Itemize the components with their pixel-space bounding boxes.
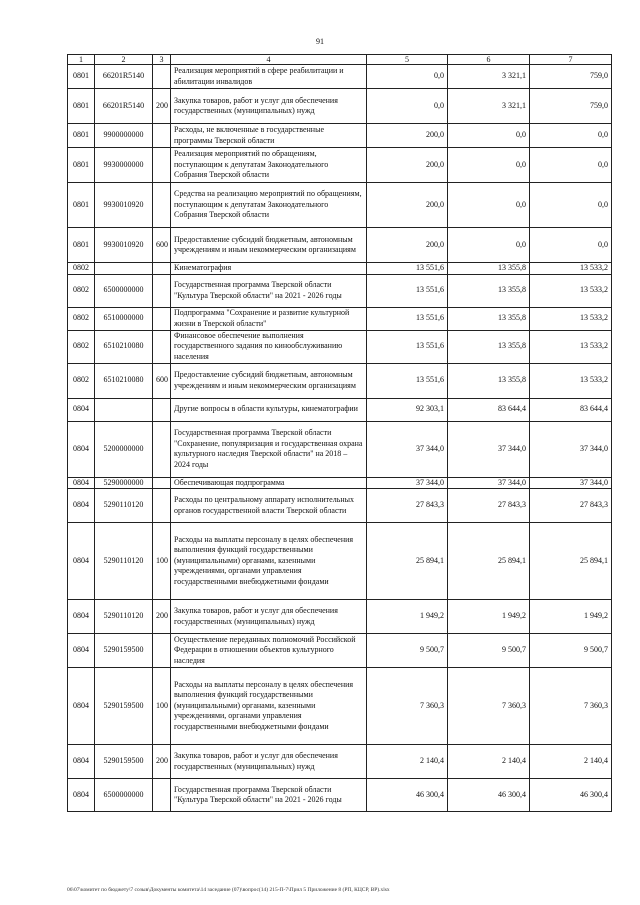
expense-type-code xyxy=(153,124,171,148)
target-article-code: 5290000000 xyxy=(95,477,153,489)
section-code: 0804 xyxy=(68,523,95,600)
amount-col6: 9 500,7 xyxy=(448,634,530,668)
amount-col7: 759,0 xyxy=(530,65,612,89)
section-code: 0802 xyxy=(68,330,95,363)
section-code: 0801 xyxy=(68,65,95,89)
table-row xyxy=(68,634,612,668)
table-row xyxy=(68,600,612,634)
target-article-code: 5290110120 xyxy=(95,600,153,634)
amount-col7: 37 344,0 xyxy=(530,477,612,489)
amount-col7: 46 300,4 xyxy=(530,779,612,812)
amount-col7: 2 140,4 xyxy=(530,745,612,779)
amount-col6: 27 843,3 xyxy=(448,489,530,523)
amount-col7: 0,0 xyxy=(530,148,612,183)
expense-type-code: 100 xyxy=(153,668,171,745)
amount-col5: 200,0 xyxy=(367,124,448,148)
expense-name: Предоставление субсидий бюджетным, автономным учреждениям и иным некоммерческим организациям xyxy=(171,228,367,263)
table-row xyxy=(68,307,612,330)
expense-type-code xyxy=(153,330,171,363)
amount-col6: 83 644,4 xyxy=(448,398,530,421)
expense-type-code xyxy=(153,307,171,330)
amount-col7: 0,0 xyxy=(530,183,612,228)
table-row xyxy=(68,745,612,779)
page-number: 91 xyxy=(316,37,324,46)
target-article-code xyxy=(95,398,153,421)
table-row xyxy=(68,124,612,148)
expense-type-code xyxy=(153,398,171,421)
table-row xyxy=(68,183,612,228)
amount-col5: 9 500,7 xyxy=(367,634,448,668)
amount-col5: 2 140,4 xyxy=(367,745,448,779)
table-row xyxy=(68,228,612,263)
amount-col7: 1 949,2 xyxy=(530,600,612,634)
target-article-code: 9930010920 xyxy=(95,183,153,228)
column-number: 1 xyxy=(68,55,95,65)
amount-col6: 0,0 xyxy=(448,124,530,148)
amount-col5: 0,0 xyxy=(367,65,448,89)
amount-col7: 13 533,2 xyxy=(530,330,612,363)
expense-name: Государственная программа Тверской области "Культура Тверской области" на 2021 - 2026 годы xyxy=(171,779,367,812)
table-row xyxy=(68,89,612,124)
amount-col5: 7 360,3 xyxy=(367,668,448,745)
amount-col7: 9 500,7 xyxy=(530,634,612,668)
target-article-code xyxy=(95,263,153,275)
amount-col5: 13 551,6 xyxy=(367,363,448,398)
amount-col6: 13 355,8 xyxy=(448,263,530,275)
expense-type-code: 600 xyxy=(153,363,171,398)
amount-col6: 46 300,4 xyxy=(448,779,530,812)
amount-col6: 37 344,0 xyxy=(448,477,530,489)
section-code: 0801 xyxy=(68,228,95,263)
expense-name: Кинематография xyxy=(171,263,367,275)
column-number: 6 xyxy=(448,55,530,65)
amount-col5: 0,0 xyxy=(367,89,448,124)
section-code: 0804 xyxy=(68,634,95,668)
expense-name: Реализация мероприятий в сфере реабилитации и абилитации инвалидов xyxy=(171,65,367,89)
expense-name: Закупка товаров, работ и услуг для обеспечения государственных (муниципальных) нужд xyxy=(171,89,367,124)
amount-col5: 37 344,0 xyxy=(367,421,448,477)
section-code: 0804 xyxy=(68,477,95,489)
section-code: 0804 xyxy=(68,600,95,634)
expense-name: Закупка товаров, работ и услуг для обеспечения государственных (муниципальных) нужд xyxy=(171,745,367,779)
target-article-code: 5290110120 xyxy=(95,523,153,600)
amount-col6: 37 344,0 xyxy=(448,421,530,477)
expense-type-code xyxy=(153,148,171,183)
target-article-code: 6510210080 xyxy=(95,330,153,363)
budget-table xyxy=(67,54,612,812)
amount-col5: 13 551,6 xyxy=(367,274,448,307)
section-code: 0804 xyxy=(68,779,95,812)
amount-col5: 92 303,1 xyxy=(367,398,448,421)
amount-col5: 1 949,2 xyxy=(367,600,448,634)
table-row xyxy=(68,523,612,600)
table-body xyxy=(68,55,612,812)
amount-col7: 0,0 xyxy=(530,228,612,263)
expense-type-code xyxy=(153,477,171,489)
expense-type-code xyxy=(153,183,171,228)
expense-name: Финансовое обеспечение выполнения государственного задания по кинообслуживанию населения xyxy=(171,330,367,363)
target-article-code: 5290159500 xyxy=(95,634,153,668)
target-article-code: 9900000000 xyxy=(95,124,153,148)
amount-col6: 13 355,8 xyxy=(448,307,530,330)
expense-type-code: 200 xyxy=(153,745,171,779)
column-number: 7 xyxy=(530,55,612,65)
expense-name: Расходы на выплаты персоналу в целях обеспечения выполнения функций государственными (муниципальными) органами, казенными учреждениями, органами управления государственными внебюджетными фондами xyxy=(171,523,367,600)
target-article-code: 66201R5140 xyxy=(95,89,153,124)
amount-col6: 0,0 xyxy=(448,183,530,228)
expense-name: Государственная программа Тверской области "Сохранение, популяризация и государственная охрана культурного наследия Тверской области" на 2018 – 2024 годы xyxy=(171,421,367,477)
amount-col6: 13 355,8 xyxy=(448,363,530,398)
section-code: 0804 xyxy=(68,745,95,779)
amount-col5: 37 344,0 xyxy=(367,477,448,489)
column-number: 2 xyxy=(95,55,153,65)
amount-col7: 13 533,2 xyxy=(530,307,612,330)
table-row xyxy=(68,477,612,489)
expense-type-code: 200 xyxy=(153,89,171,124)
amount-col7: 25 894,1 xyxy=(530,523,612,600)
section-code: 0801 xyxy=(68,89,95,124)
amount-col6: 7 360,3 xyxy=(448,668,530,745)
amount-col5: 27 843,3 xyxy=(367,489,448,523)
expense-name: Подпрограмма "Сохранение и развитие культурной жизни в Тверской области" xyxy=(171,307,367,330)
expense-name: Средства на реализацию мероприятий по обращениям, поступающим к депутатам Законодательного Собрания Тверской области xyxy=(171,183,367,228)
amount-col5: 13 551,6 xyxy=(367,307,448,330)
table-row xyxy=(68,274,612,307)
expense-type-code xyxy=(153,779,171,812)
amount-col6: 13 355,8 xyxy=(448,330,530,363)
expense-type-code xyxy=(153,634,171,668)
column-number-row xyxy=(68,55,612,65)
section-code: 0804 xyxy=(68,398,95,421)
section-code: 0802 xyxy=(68,307,95,330)
amount-col6: 25 894,1 xyxy=(448,523,530,600)
section-code: 0802 xyxy=(68,274,95,307)
table-row xyxy=(68,263,612,275)
target-article-code: 5200000000 xyxy=(95,421,153,477)
amount-col5: 46 300,4 xyxy=(367,779,448,812)
expense-name: Другие вопросы в области культуры, кинематографии xyxy=(171,398,367,421)
amount-col7: 13 533,2 xyxy=(530,263,612,275)
table-row xyxy=(68,148,612,183)
expense-type-code: 200 xyxy=(153,600,171,634)
expense-name: Реализация мероприятий по обращениям, поступающим к депутатам Законодательного Собрания Тверской области xyxy=(171,148,367,183)
amount-col7: 759,0 xyxy=(530,89,612,124)
target-article-code: 6500000000 xyxy=(95,274,153,307)
table-row xyxy=(68,330,612,363)
expense-name: Предоставление субсидий бюджетным, автономным учреждениям и иным некоммерческим организациям xyxy=(171,363,367,398)
table-row xyxy=(68,65,612,89)
amount-col6: 1 949,2 xyxy=(448,600,530,634)
target-article-code: 5290110120 xyxy=(95,489,153,523)
expense-type-code: 100 xyxy=(153,523,171,600)
expense-type-code xyxy=(153,274,171,307)
target-article-code: 66201R5140 xyxy=(95,65,153,89)
amount-col5: 200,0 xyxy=(367,228,448,263)
expense-name: Расходы на выплаты персоналу в целях обеспечения выполнения функций государственными (муниципальными) органами, казенными учреждениями, органами управления государственными внебюджетными фондами xyxy=(171,668,367,745)
expense-name: Государственная программа Тверской области "Культура Тверской области" на 2021 - 2026 годы xyxy=(171,274,367,307)
amount-col6: 2 140,4 xyxy=(448,745,530,779)
section-code: 0801 xyxy=(68,148,95,183)
expense-type-code xyxy=(153,263,171,275)
target-article-code: 9930000000 xyxy=(95,148,153,183)
amount-col6: 0,0 xyxy=(448,148,530,183)
file-path-footer: 06\07\комитет по бюджету\7 созыв\Документы комитета\14 заседание (07)\вопрос(14) 215-П-7\Прил 5 Приложение 8 (РП, КЦСР, ВР).xlsx xyxy=(67,887,390,893)
target-article-code: 5290159500 xyxy=(95,668,153,745)
table-row xyxy=(68,779,612,812)
amount-col7: 13 533,2 xyxy=(530,274,612,307)
column-number: 5 xyxy=(367,55,448,65)
amount-col7: 37 344,0 xyxy=(530,421,612,477)
amount-col5: 25 894,1 xyxy=(367,523,448,600)
section-code: 0801 xyxy=(68,124,95,148)
amount-col6: 13 355,8 xyxy=(448,274,530,307)
amount-col7: 7 360,3 xyxy=(530,668,612,745)
section-code: 0804 xyxy=(68,668,95,745)
target-article-code: 6500000000 xyxy=(95,779,153,812)
expense-name: Обеспечивающая подпрограмма xyxy=(171,477,367,489)
amount-col7: 27 843,3 xyxy=(530,489,612,523)
amount-col6: 0,0 xyxy=(448,228,530,263)
column-number: 4 xyxy=(171,55,367,65)
table-row xyxy=(68,421,612,477)
expense-name: Расходы, не включенные в государственные программы Тверской области xyxy=(171,124,367,148)
amount-col7: 0,0 xyxy=(530,124,612,148)
amount-col5: 200,0 xyxy=(367,183,448,228)
amount-col5: 13 551,6 xyxy=(367,330,448,363)
expense-type-code xyxy=(153,65,171,89)
table-row xyxy=(68,363,612,398)
target-article-code: 6510000000 xyxy=(95,307,153,330)
section-code: 0804 xyxy=(68,421,95,477)
section-code: 0804 xyxy=(68,489,95,523)
amount-col5: 13 551,6 xyxy=(367,263,448,275)
target-article-code: 5290159500 xyxy=(95,745,153,779)
column-number: 3 xyxy=(153,55,171,65)
amount-col7: 13 533,2 xyxy=(530,363,612,398)
expense-type-code: 600 xyxy=(153,228,171,263)
section-code: 0801 xyxy=(68,183,95,228)
amount-col6: 3 321,1 xyxy=(448,65,530,89)
amount-col7: 83 644,4 xyxy=(530,398,612,421)
expense-name: Закупка товаров, работ и услуг для обеспечения государственных (муниципальных) нужд xyxy=(171,600,367,634)
section-code: 0802 xyxy=(68,263,95,275)
amount-col5: 200,0 xyxy=(367,148,448,183)
table-row xyxy=(68,489,612,523)
table-row xyxy=(68,398,612,421)
expense-type-code xyxy=(153,421,171,477)
target-article-code: 9930010920 xyxy=(95,228,153,263)
amount-col6: 3 321,1 xyxy=(448,89,530,124)
expense-name: Осуществление переданных полномочий Российской Федерации в отношении объектов культурного наследия xyxy=(171,634,367,668)
expense-name: Расходы по центральному аппарату исполнительных органов государственной власти Тверской области xyxy=(171,489,367,523)
target-article-code: 6510210080 xyxy=(95,363,153,398)
expense-type-code xyxy=(153,489,171,523)
table-row xyxy=(68,668,612,745)
section-code: 0802 xyxy=(68,363,95,398)
